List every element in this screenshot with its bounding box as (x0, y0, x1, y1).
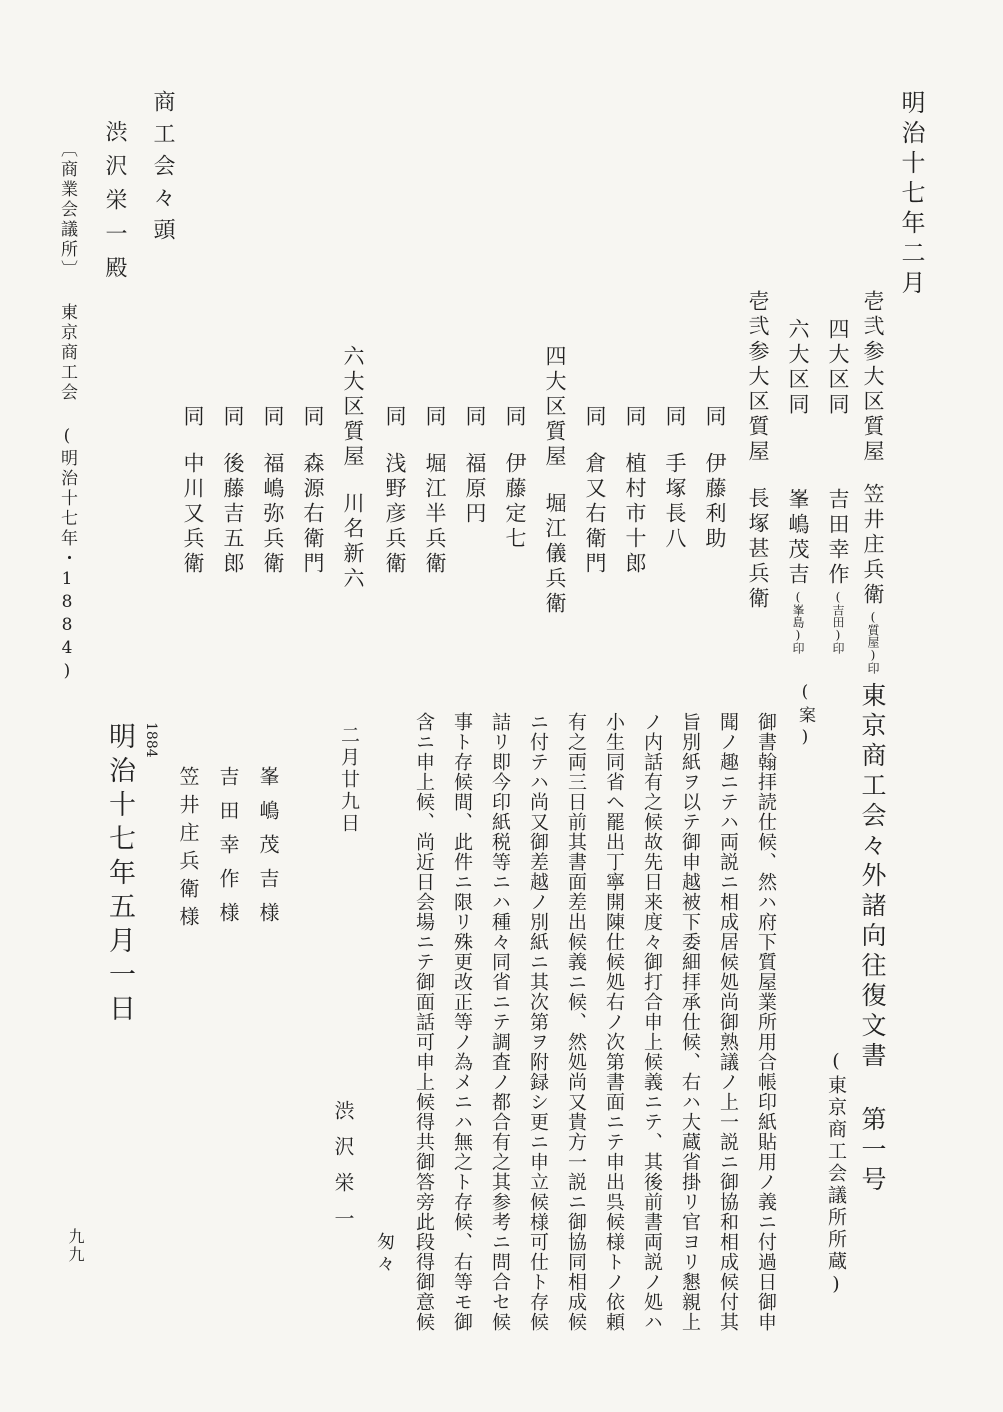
member-district: 同 (623, 405, 647, 430)
member-4 (624, 405, 645, 577)
member-6 (544, 345, 565, 617)
source-note: (東京商工会議所所蔵) (825, 1050, 847, 1298)
member-8 (464, 405, 485, 527)
closing: 匆々 (374, 1232, 395, 1276)
body-line: 有之両三日前其書面差出候義ニ候、然処尚又貴方一説ニ御協同相成候 (565, 712, 587, 1332)
draft-label: (案) (795, 682, 815, 751)
member-2 (704, 405, 725, 552)
member-district: 六大区質屋 (341, 345, 365, 470)
member-district: 同 (663, 405, 687, 430)
member-9 (424, 405, 445, 577)
member-name: 川名新六 (341, 492, 365, 592)
member-13 (262, 405, 283, 577)
seal-mark: (質屋)印 (866, 610, 880, 674)
member-district: 同 (503, 405, 527, 430)
signatory-3 (787, 318, 808, 654)
seal-mark: (吉田)印 (831, 590, 845, 654)
member-district: 壱弐参大区質屋 (746, 290, 770, 465)
section-heading: 東京商工会々外諸向往復文書 第一号 (858, 682, 887, 1196)
member-district: 四大区質屋 (543, 345, 567, 470)
member-12 (302, 405, 323, 577)
member-1 (747, 290, 768, 612)
member-name: 後藤吉五郎 (221, 452, 245, 577)
member-name: 長塚甚兵衛 (746, 487, 770, 612)
signatory-name: 峯嶋茂吉 (786, 488, 810, 588)
recipient-title: 商工会々頭 (150, 90, 175, 250)
member-district: 同 (423, 405, 447, 430)
body-line: ニ付テハ尚又御差越ノ別紙ニ其次第ヲ附録シ更ニ申立候様可仕ト存候 (527, 712, 549, 1332)
signatory-2 (827, 318, 848, 654)
member-11 (342, 345, 363, 592)
signatory-name: 笠井庄兵衛 (861, 483, 885, 608)
page-number: 九九 (66, 1228, 85, 1264)
side-label: 〔商業会議所〕 東京商工会 (明治十七年・1884) (57, 140, 77, 684)
member-name: 堀江儀兵衛 (543, 492, 567, 617)
year-note: 1884 (143, 722, 159, 758)
member-district: 同 (583, 405, 607, 430)
member-name: 中川又兵衛 (181, 452, 205, 577)
member-15 (182, 405, 203, 577)
member-7 (504, 405, 525, 552)
seal-mark: (峯島)印 (791, 590, 805, 654)
member-district: 同 (181, 405, 205, 430)
member-name: 伊藤定七 (503, 452, 527, 552)
addressee: 笠井庄兵衛様 (176, 766, 200, 934)
member-3 (664, 405, 685, 552)
letter-date: 二月廿九日 (338, 725, 360, 835)
signatory-district: 六大区同 (786, 318, 810, 418)
member-district: 同 (383, 405, 407, 430)
member-district: 同 (261, 405, 285, 430)
member-name: 福原円 (463, 452, 487, 527)
member-name: 植村市十郎 (623, 452, 647, 577)
date-header: 明治十七年二月 (897, 90, 925, 300)
member-district: 同 (301, 405, 325, 430)
member-name: 伊藤利助 (703, 452, 727, 552)
body-line: 事ト存候間、此件ニ限リ殊更改正等ノ為メニハ無之ト存候、右等モ御 (451, 712, 473, 1332)
body-line: 御書翰拝読仕候、然ハ府下質屋業所用合帳印紙貼用ノ義ニ付過日御申 (755, 712, 777, 1332)
sender: 渋沢栄一 (331, 1100, 355, 1244)
signatory-district: 四大区同 (826, 318, 850, 418)
member-name: 堀江半兵衛 (423, 452, 447, 577)
member-14 (222, 405, 243, 577)
body-line: 小生同省ヘ罷出丁寧開陳仕候処右ノ次第書面ニテ申出呉候様トノ依頼 (603, 712, 625, 1332)
member-10 (384, 405, 405, 577)
signatory-1 (862, 290, 883, 674)
member-district: 同 (221, 405, 245, 430)
member-name: 森源右衛門 (301, 452, 325, 577)
member-district: 同 (463, 405, 487, 430)
addressee: 峯嶋茂吉様 (256, 766, 280, 936)
member-district: 同 (703, 405, 727, 430)
body-line: 詰リ即今印紙税等ニハ種々同省ニテ調査ノ都合有之其参考ニ問合セ候 (489, 712, 511, 1332)
member-name: 倉又右衛門 (583, 452, 607, 577)
body-line: ノ内話有之候故先日来度々御打合申上候義ニテ、其後前書両説ノ処ハ (641, 712, 663, 1332)
member-name: 手塚長八 (663, 452, 687, 552)
signatory-district: 壱弐参大区質屋 (861, 290, 885, 465)
body-line: 旨別紙ヲ以テ御申越被下委細拝承仕候、右ハ大蔵省掛リ官ヨリ懇親上 (679, 712, 701, 1332)
member-name: 浅野彦兵衛 (383, 452, 407, 577)
member-name: 福嶋弥兵衛 (261, 452, 285, 577)
body-line: 含ニ申上候、尚近日会場ニテ御面話可申上候得共御答旁此段得御意候 (413, 712, 435, 1332)
recipient-name: 渋沢栄一殿 (102, 120, 127, 290)
date-footer: 明治十七年五月一日 (104, 722, 135, 1028)
signatory-name: 吉田幸作 (826, 488, 850, 588)
addressee: 吉田幸作様 (216, 766, 240, 936)
body-line: 聞ノ趣ニテハ両説ニ相成居候処尚御熟議ノ上一説ニ御協和相成候付其 (717, 712, 739, 1332)
member-5 (584, 405, 605, 577)
